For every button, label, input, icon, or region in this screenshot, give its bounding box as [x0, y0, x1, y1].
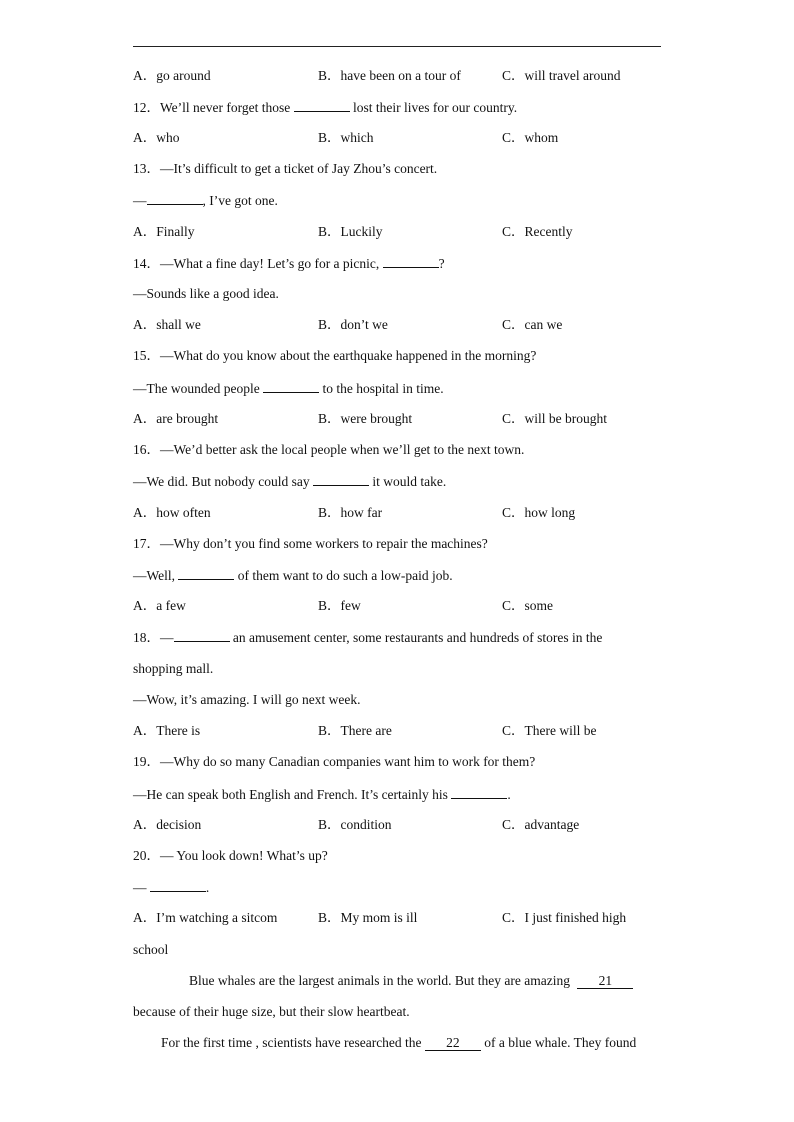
q18-option-a[interactable]: A．There is: [133, 723, 201, 738]
q15-response: —The wounded people to the hospital in time.: [133, 381, 444, 396]
q18-option-b[interactable]: B．There are: [318, 723, 392, 738]
q16-option-c[interactable]: C．how long: [502, 505, 576, 520]
q15-option-b[interactable]: B．were brought: [318, 411, 413, 426]
q12-question: 12．We’ll never forget those lost their lives for our country.: [133, 100, 518, 115]
q16-question: 16．—We’d better ask the local people when we’ll get to the next town.: [133, 442, 525, 457]
answer-blank: [150, 879, 206, 892]
answer-blank: [383, 255, 439, 268]
q18-response: —Wow, it’s amazing. I will go next week.: [133, 692, 361, 707]
passage-paragraph-2: For the first time , scientists have researched the 22 of a blue whale. They found: [161, 1035, 637, 1050]
passage-paragraph-1-cont: because of their huge size, but their slow heartbeat.: [133, 1004, 410, 1019]
answer-blank: [147, 192, 203, 205]
q20-option-b[interactable]: B．My mom is ill: [318, 910, 418, 925]
q11-option-a[interactable]: A．go around: [133, 68, 211, 83]
q16-option-a[interactable]: A．how often: [133, 505, 211, 520]
q17-option-a[interactable]: A．a few: [133, 598, 186, 613]
q15-option-c[interactable]: C．will be brought: [502, 411, 607, 426]
passage-paragraph-1: Blue whales are the largest animals in the world. But they are amazing 21: [189, 973, 633, 989]
q13-option-a[interactable]: A．Finally: [133, 224, 195, 239]
q20-option-c-cont: school: [133, 942, 169, 957]
q15-question: 15．—What do you know about the earthquake happened in the morning?: [133, 348, 537, 363]
answer-blank: [178, 567, 234, 580]
q17-question: 17．—Why don’t you find some workers to repair the machines?: [133, 536, 488, 551]
q19-option-c[interactable]: C．advantage: [502, 817, 580, 832]
q12-option-a[interactable]: A．who: [133, 130, 180, 145]
q18-question: 18．— an amusement center, some restaurants and hundreds of stores in the: [133, 630, 603, 645]
q15-option-a[interactable]: A．are brought: [133, 411, 219, 426]
q20-option-c[interactable]: C．I just finished high: [502, 910, 627, 925]
q13-response: — , I’ve got one.: [133, 193, 278, 208]
answer-blank: [174, 629, 230, 642]
q19-question: 19．—Why do so many Canadian companies want him to work for them?: [133, 754, 536, 769]
header-rule: [133, 46, 661, 47]
q13-question: 13．—It’s difficult to get a ticket of Jay Zhou’s concert.: [133, 161, 438, 176]
q18-question-cont: shopping mall.: [133, 661, 214, 676]
q11-option-b[interactable]: B．have been on a tour of: [318, 68, 461, 83]
q13-option-b[interactable]: B．Luckily: [318, 224, 383, 239]
q12-option-b[interactable]: B．which: [318, 130, 374, 145]
q14-question: 14．—What a fine day! Let’s go for a picnic, ?: [133, 256, 445, 271]
q18-option-c[interactable]: C．There will be: [502, 723, 597, 738]
q20-question: 20．— You look down! What’s up?: [133, 848, 328, 863]
q14-option-c[interactable]: C．can we: [502, 317, 563, 332]
q17-response: —Well, of them want to do such a low-paid job.: [133, 568, 453, 583]
q14-option-b[interactable]: B．don’t we: [318, 317, 388, 332]
q17-option-b[interactable]: B．few: [318, 598, 361, 613]
answer-blank: [294, 99, 350, 112]
q20-option-a[interactable]: A．I’m watching a sitcom: [133, 910, 278, 925]
blank-21[interactable]: 21: [577, 973, 633, 989]
q14-response: —Sounds like a good idea.: [133, 286, 279, 301]
q20-response: — .: [133, 880, 210, 895]
answer-blank: [313, 473, 369, 486]
q13-option-c[interactable]: C．Recently: [502, 224, 573, 239]
answer-blank: [451, 786, 507, 799]
q16-option-b[interactable]: B．how far: [318, 505, 383, 520]
q19-option-b[interactable]: B．condition: [318, 817, 392, 832]
q11-option-c[interactable]: C．will travel around: [502, 68, 621, 83]
q16-response: —We did. But nobody could say it would take.: [133, 474, 447, 489]
q17-option-c[interactable]: C．some: [502, 598, 554, 613]
answer-blank: [263, 380, 319, 393]
q19-option-a[interactable]: A．decision: [133, 817, 202, 832]
q14-option-a[interactable]: A．shall we: [133, 317, 201, 332]
q12-option-c[interactable]: C．whom: [502, 130, 559, 145]
q19-response: —He can speak both English and French. It’s certainly his .: [133, 787, 511, 802]
blank-22[interactable]: 22: [425, 1035, 481, 1051]
